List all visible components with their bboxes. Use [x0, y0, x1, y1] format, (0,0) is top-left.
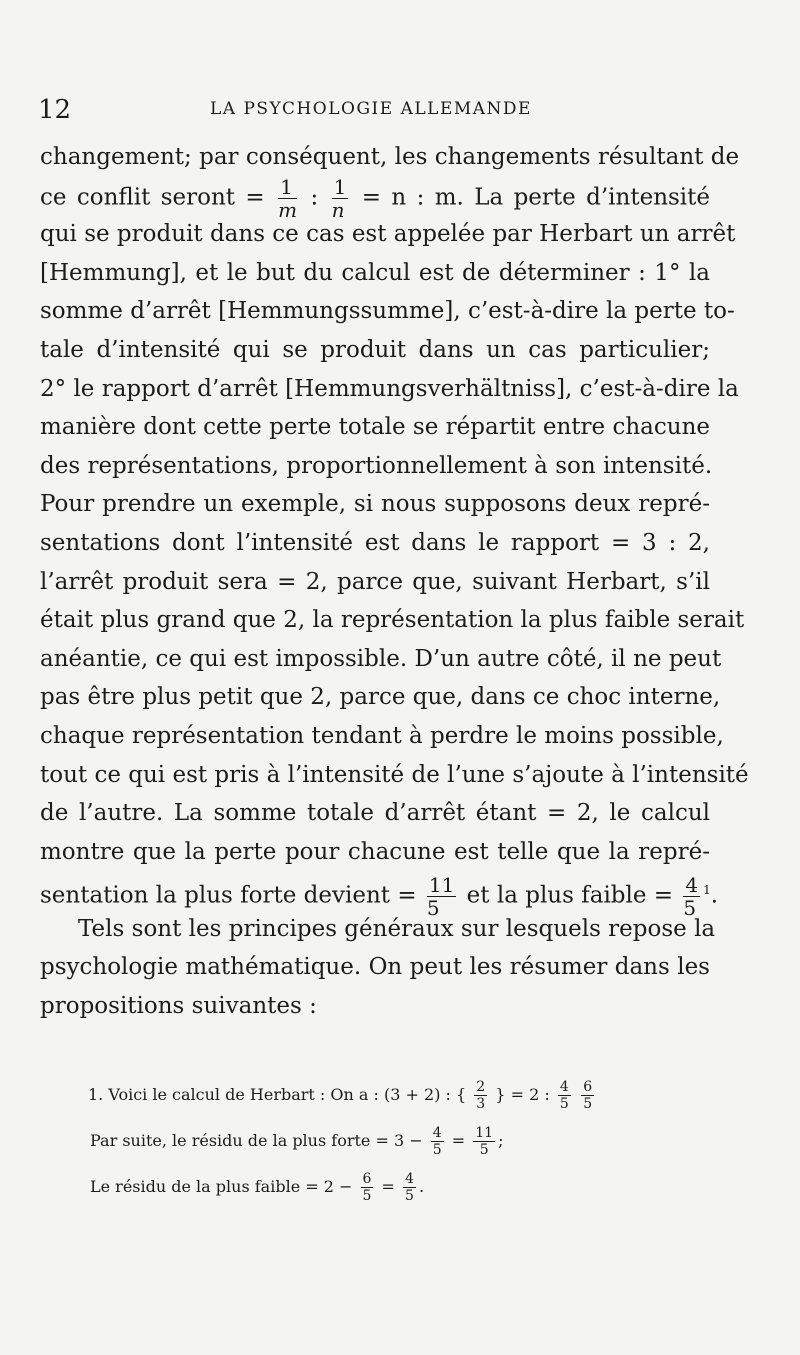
text-line: Tels sont les principes généraux sur lesquels repose la	[78, 915, 716, 942]
fraction: $\frac{4}{5}$	[405, 1171, 414, 1204]
fraction: $\frac{1}{m}$	[278, 174, 298, 222]
text-line: Pour prendre un exemple, si nous supposons deux repré-	[40, 491, 710, 518]
fraction: $\frac{11}{5}$	[426, 873, 455, 921]
text-line: tale d’intensité qui se produit dans un cas particulier;	[40, 336, 710, 363]
text-line: qui se produit dans ce cas est appelée par Herbart un arrêt	[40, 221, 736, 248]
text-line: était plus grand que 2, la représentation la plus faible serait	[40, 607, 745, 634]
text-line: de l’autre. La somme totale d’arrêt étant = 2, le calcul	[40, 800, 710, 827]
footnote	[88, 1072, 728, 1210]
text-line: montre que la perte pour chacune est telle que la repré-	[40, 838, 710, 865]
text-line-with-formula: sentation la plus forte devient = $\frac{11}{5}$ et la plus faible = $\frac{4}{5}$ $^1$.	[40, 873, 719, 921]
footnote-ref: 1	[703, 883, 711, 898]
fraction: $\frac{1}{n}$	[331, 174, 347, 222]
fraction: $\frac{4}{5}$	[432, 1125, 442, 1158]
footnote-line: 1. Voici le calcul de Herbart : On a : (3 + 2) : { $\frac{2}{3}$ } = 2 : $\frac{4}{5}$ $\frac{6}{5}$	[88, 1072, 728, 1118]
text-line-with-formula: ce conflit seront = $\frac{1}{m}$ : $\frac{1}{n}$ = n : m. La perte d’intensité	[40, 174, 711, 222]
fraction: $\frac{2}{3}$	[476, 1079, 486, 1112]
text-line: [Hemmung], et le but du calcul est de déterminer : 1° la	[40, 259, 710, 286]
text-line: tout ce qui est pris à l’intensité de l’une s’ajoute à l’intensité	[40, 761, 749, 788]
main-text	[40, 138, 749, 1026]
text-line: anéantie, ce qui est impossible. D’un autre côté, il ne peut	[40, 645, 722, 672]
footnote-line: Le résidu de la plus faible = 2 − $\frac{6}{5}$ = $\frac{4}{5}$ .	[90, 1171, 425, 1204]
fraction: $\frac{11}{5}$	[475, 1125, 494, 1158]
text-line: psychologie mathématique. On peut les résumer dans les	[40, 954, 710, 981]
page-number: 12	[38, 95, 72, 125]
footnote-line: Par suite, le résidu de la plus forte = 3 − $\frac{4}{5}$ = $\frac{11}{5}$ ;	[90, 1125, 504, 1158]
running-title: LA PSYCHOLOGIE ALLEMANDE	[210, 99, 532, 119]
text-line: 2° le rapport d’arrêt [Hemmungsverhältniss], c’est-à-dire la	[40, 375, 739, 402]
fraction: $\frac{6}{5}$	[362, 1171, 372, 1204]
stacked-fractions: $\frac{4}{5}$ $\frac{6}{5}$	[559, 1079, 593, 1112]
text-line: manière dont cette perte totale se répartit entre chacune	[40, 414, 710, 441]
text-line: somme d’arrêt [Hemmungssumme], c’est-à-dire la perte to-	[40, 298, 735, 325]
text-line: propositions suivantes :	[40, 993, 317, 1020]
text-line: sentations dont l’intensité est dans le rapport = 3 : 2,	[40, 529, 710, 556]
text-line: des représentations, proportionnellement à son intensité.	[40, 452, 713, 479]
text-line: chaque représentation tendant à perdre le moins possible,	[40, 722, 724, 749]
page-header	[38, 95, 758, 135]
fraction: $\frac{4}{5}$	[683, 873, 699, 921]
text-line: l’arrêt produit sera = 2, parce que, suivant Herbart, s’il	[40, 568, 710, 595]
text-line: changement; par conséquent, les changements résultant de	[40, 144, 740, 170]
text-line: pas être plus petit que 2, parce que, dans ce choc interne,	[40, 684, 721, 711]
